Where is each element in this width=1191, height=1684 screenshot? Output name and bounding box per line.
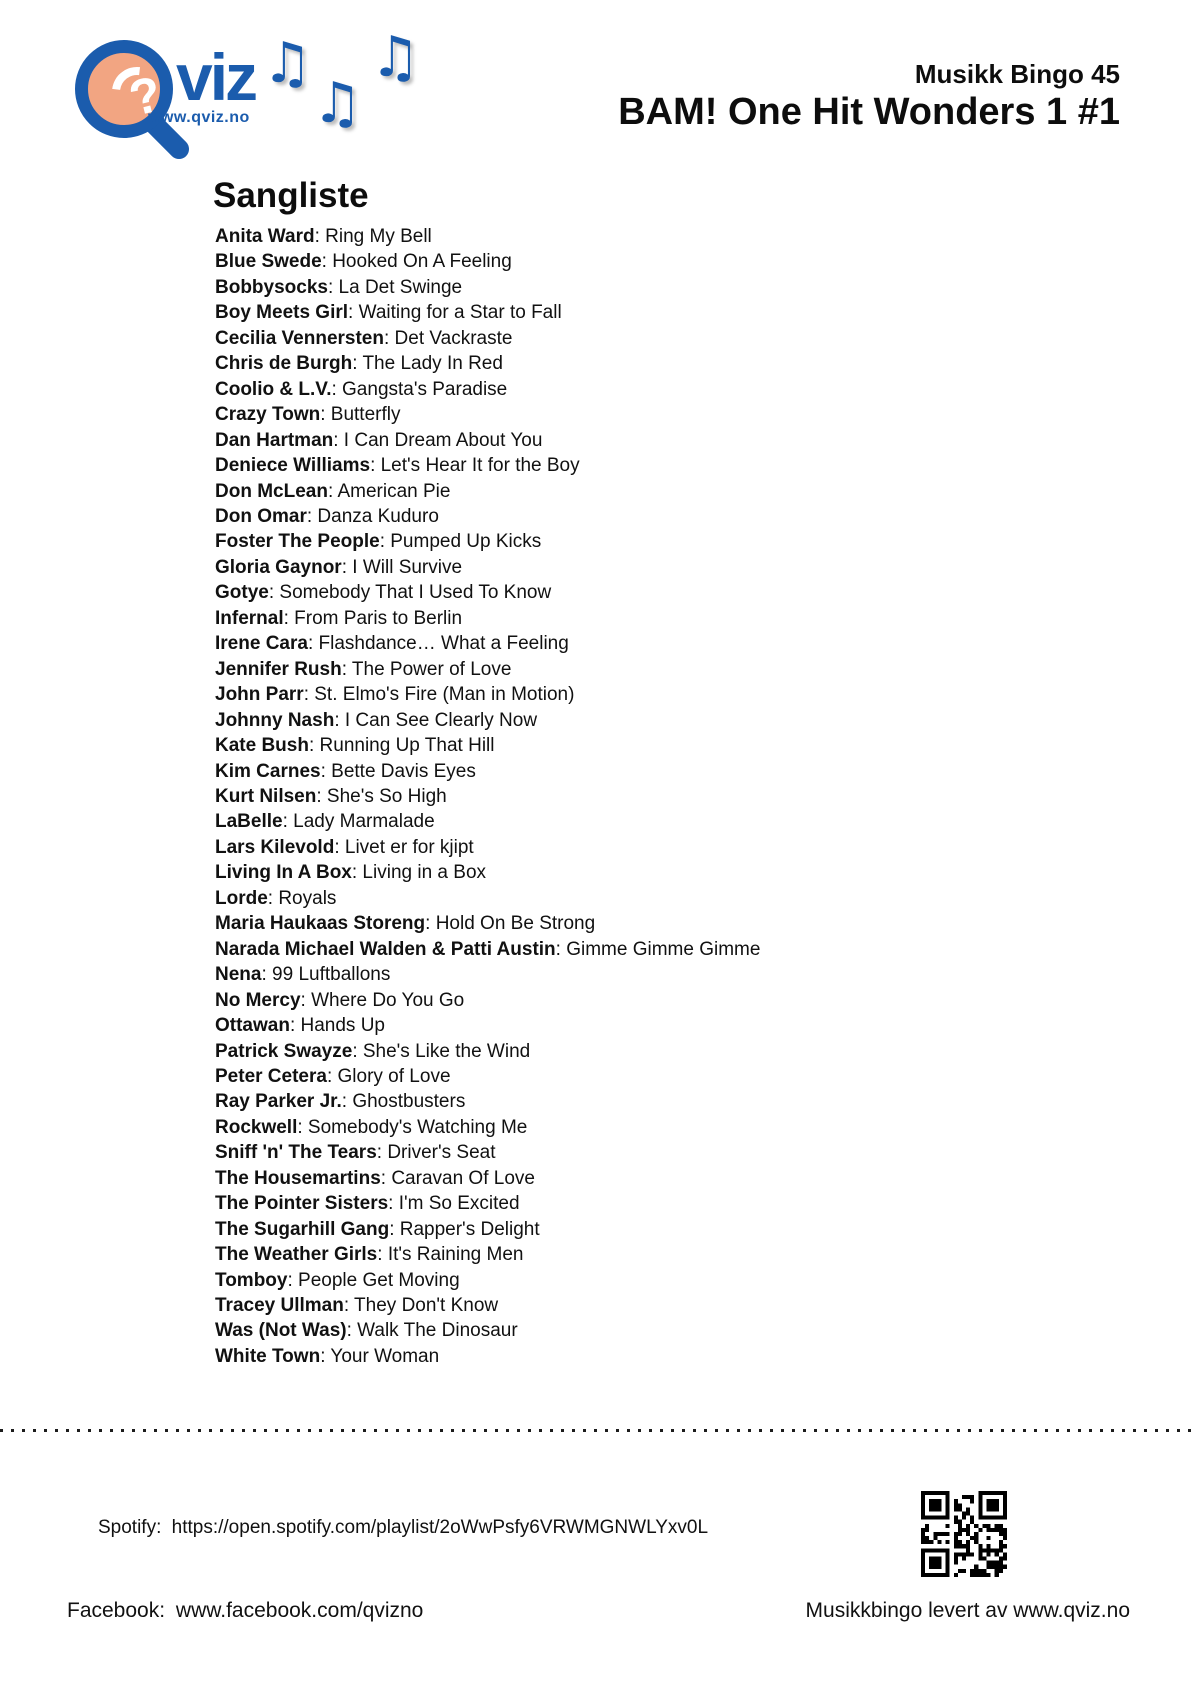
- song-title: : Glory of Love: [326, 1065, 451, 1087]
- song-artist: Blue Swede: [215, 251, 322, 273]
- spotify-playlist-line: [98, 1517, 708, 1539]
- song-line: [215, 937, 975, 962]
- song-artist: Chris de Burgh: [215, 353, 353, 375]
- song-artist: White Town: [215, 1345, 321, 1367]
- song-title: : Ghostbusters: [341, 1091, 466, 1113]
- song-artist: Foster The People: [215, 531, 380, 553]
- song-title: : Walk The Dinosaur: [346, 1320, 518, 1342]
- spotify-playlist-url[interactable]: https://open.spotify.com/playlist/2oWwPsfy6VRWMGNWLYxv0L: [171, 1517, 709, 1538]
- song-title: : Gimme Gimme Gimme: [555, 938, 761, 960]
- song-line: [215, 1191, 975, 1216]
- song-line: [215, 860, 975, 885]
- song-title: : Somebody's Watching Me: [297, 1116, 528, 1138]
- song-artist: Johnny Nash: [215, 709, 335, 731]
- song-title: : Let's Hear It for the Boy: [370, 455, 580, 477]
- song-artist: Gotye: [215, 582, 269, 604]
- song-title: : Rapper's Delight: [389, 1218, 540, 1240]
- song-title: : Your Woman: [320, 1345, 440, 1367]
- song-title: : They Don't Know: [343, 1295, 499, 1317]
- music-note-icon: ♫: [262, 31, 313, 96]
- song-title: : From Paris to Berlin: [283, 607, 463, 629]
- header: [618, 60, 1120, 134]
- song-title: : People Get Moving: [287, 1269, 460, 1291]
- song-title: : Gangsta's Paradise: [331, 378, 508, 400]
- song-title: : Hands Up: [289, 1015, 385, 1037]
- song-line: [215, 224, 975, 249]
- song-line: [215, 249, 975, 274]
- song-title: : Where Do You Go: [300, 989, 465, 1011]
- song-artist: LaBelle: [215, 811, 283, 833]
- song-title: : It's Raining Men: [377, 1244, 524, 1266]
- song-line: [215, 504, 975, 529]
- dotted-separator: [0, 1429, 1191, 1432]
- song-artist: Lorde: [215, 887, 268, 909]
- song-artist: Irene Cara: [215, 633, 308, 655]
- song-line: [215, 988, 975, 1013]
- song-line: [215, 1242, 975, 1267]
- song-title: : She's So High: [316, 785, 447, 807]
- song-line: [215, 682, 975, 707]
- song-line: [215, 733, 975, 758]
- song-title: : St. Elmo's Fire (Man in Motion): [303, 684, 575, 706]
- song-title: : Ring My Bell: [314, 226, 432, 247]
- song-line: [215, 1064, 975, 1089]
- song-title: : Hooked On A Feeling: [321, 251, 512, 273]
- music-note-icon: ♫: [312, 71, 363, 136]
- question-mark-icon: ?: [123, 65, 167, 127]
- song-artist: Kate Bush: [215, 735, 309, 757]
- music-note-icon: ♫: [370, 25, 421, 90]
- song-artist: Lars Kilevold: [215, 836, 335, 858]
- song-artist: Cecilia Vennersten: [215, 327, 384, 349]
- song-artist: Bobbysocks: [215, 276, 328, 298]
- song-artist: Was (Not Was): [215, 1320, 347, 1342]
- song-line: [215, 759, 975, 784]
- song-artist: Tracey Ullman: [215, 1295, 344, 1317]
- song-line: [215, 911, 975, 936]
- song-title: : American Pie: [327, 480, 451, 502]
- song-title: : The Power of Love: [341, 658, 512, 680]
- song-title: : Butterfly: [320, 404, 401, 426]
- song-artist: Ray Parker Jr.: [215, 1091, 342, 1113]
- song-artist: The Weather Girls: [215, 1244, 378, 1266]
- song-title: : Caravan Of Love: [380, 1167, 535, 1189]
- song-artist: The Pointer Sisters: [215, 1193, 389, 1215]
- song-line: [215, 631, 975, 656]
- spotify-qr-code: [921, 1491, 1007, 1577]
- songlist-heading: Sangliste: [213, 176, 369, 215]
- song-title: : Det Vackraste: [383, 327, 513, 349]
- song-line: [215, 351, 975, 376]
- song-line: [215, 784, 975, 809]
- song-artist: Crazy Town: [215, 404, 321, 426]
- song-title: : 99 Luftballons: [261, 964, 391, 986]
- song-line: [215, 1268, 975, 1293]
- song-line: [215, 479, 975, 504]
- song-artist: Jennifer Rush: [215, 658, 342, 680]
- song-artist: Maria Haukaas Storeng: [215, 913, 426, 935]
- song-line: [215, 428, 975, 453]
- song-title: : The Lady In Red: [352, 353, 503, 375]
- song-title: : Waiting for a Star to Fall: [348, 302, 562, 324]
- credit-line: Musikkbingo levert av www.qviz.no: [805, 1599, 1130, 1622]
- song-title: : Living in a Box: [351, 862, 487, 884]
- song-line: [215, 962, 975, 987]
- song-title: : La Det Swinge: [327, 276, 463, 298]
- song-artist: Infernal: [215, 607, 284, 629]
- song-line: [215, 708, 975, 733]
- song-title: : Lady Marmalade: [282, 811, 435, 833]
- song-line: [215, 657, 975, 682]
- bingo-number-heading: Musikk Bingo 45: [914, 59, 1120, 89]
- song-artist: Gloria Gaynor: [215, 556, 342, 578]
- facebook-url[interactable]: www.facebook.com/qvizno: [175, 1599, 424, 1622]
- song-title: : Flashdance… What a Feeling: [307, 633, 569, 655]
- logo-brand-text: viz: [176, 40, 256, 114]
- song-artist: Sniff 'n' The Tears: [215, 1142, 377, 1164]
- song-artist: Boy Meets Girl: [215, 302, 349, 324]
- song-artist: The Sugarhill Gang: [215, 1218, 390, 1240]
- song-artist: Narada Michael Walden & Patti Austin: [215, 938, 556, 960]
- song-artist: Coolio & L.V.: [215, 378, 332, 400]
- song-line: [215, 555, 975, 580]
- song-line: [215, 1293, 975, 1318]
- song-artist: Tomboy: [215, 1269, 288, 1291]
- song-line: [215, 835, 975, 860]
- song-artist: Kim Carnes: [215, 760, 321, 782]
- song-title: : Royals: [267, 887, 337, 909]
- song-line: [215, 1039, 975, 1064]
- song-artist: The Housemartins: [215, 1167, 381, 1189]
- song-title: : Livet er for kjipt: [334, 836, 474, 858]
- song-title: : I Will Survive: [341, 556, 463, 578]
- song-title: : Somebody That I Used To Know: [268, 582, 552, 604]
- qviz-logo: [64, 40, 254, 165]
- song-line: [215, 1115, 975, 1140]
- page-title: BAM! One Hit Wonders 1 #1: [618, 90, 1120, 133]
- song-title: : Running Up That Hill: [308, 735, 495, 757]
- song-line: [215, 580, 975, 605]
- song-title: : Bette Davis Eyes: [320, 760, 476, 782]
- song-list: [215, 224, 975, 1369]
- song-line: [215, 1318, 975, 1343]
- song-line: [215, 275, 975, 300]
- song-artist: Ottawan: [215, 1015, 290, 1037]
- song-artist: Anita Ward: [215, 226, 315, 247]
- song-artist: Don Omar: [215, 505, 307, 527]
- song-artist: Dan Hartman: [215, 429, 334, 451]
- song-line: [215, 809, 975, 834]
- song-line: [215, 1140, 975, 1165]
- song-title: : She's Like the Wind: [352, 1040, 531, 1062]
- song-line: [215, 606, 975, 631]
- song-title: : Hold On Be Strong: [425, 913, 596, 935]
- song-line: [215, 529, 975, 554]
- song-line: [215, 402, 975, 427]
- facebook-line: [67, 1599, 423, 1623]
- song-artist: Don McLean: [215, 480, 328, 502]
- song-artist: Patrick Swayze: [215, 1040, 353, 1062]
- song-line: [215, 1344, 975, 1369]
- song-artist: Living In A Box: [215, 862, 352, 884]
- spotify-label: Spotify:: [98, 1517, 162, 1538]
- song-line: [215, 453, 975, 478]
- song-artist: No Mercy: [215, 989, 301, 1011]
- song-artist: John Parr: [215, 684, 304, 706]
- song-artist: Nena: [215, 964, 262, 986]
- song-line: [215, 1013, 975, 1038]
- song-line: [215, 1089, 975, 1114]
- song-title: : Pumped Up Kicks: [379, 531, 542, 553]
- song-line: [215, 300, 975, 325]
- song-line: [215, 1166, 975, 1191]
- song-line: [215, 886, 975, 911]
- song-line: [215, 377, 975, 402]
- facebook-label: Facebook:: [67, 1599, 166, 1622]
- song-title: : I Can See Clearly Now: [334, 709, 538, 731]
- song-title: : Driver's Seat: [376, 1142, 496, 1164]
- logo-website-text: www.qviz.no: [148, 109, 250, 126]
- song-line: [215, 326, 975, 351]
- song-title: : Danza Kuduro: [306, 505, 439, 527]
- song-artist: Rockwell: [215, 1116, 298, 1138]
- song-artist: Peter Cetera: [215, 1065, 327, 1087]
- song-artist: Deniece Williams: [215, 455, 371, 477]
- song-line: [215, 1217, 975, 1242]
- song-artist: Kurt Nilsen: [215, 785, 317, 807]
- song-title: : I Can Dream About You: [333, 429, 543, 451]
- song-title: : I'm So Excited: [388, 1193, 520, 1215]
